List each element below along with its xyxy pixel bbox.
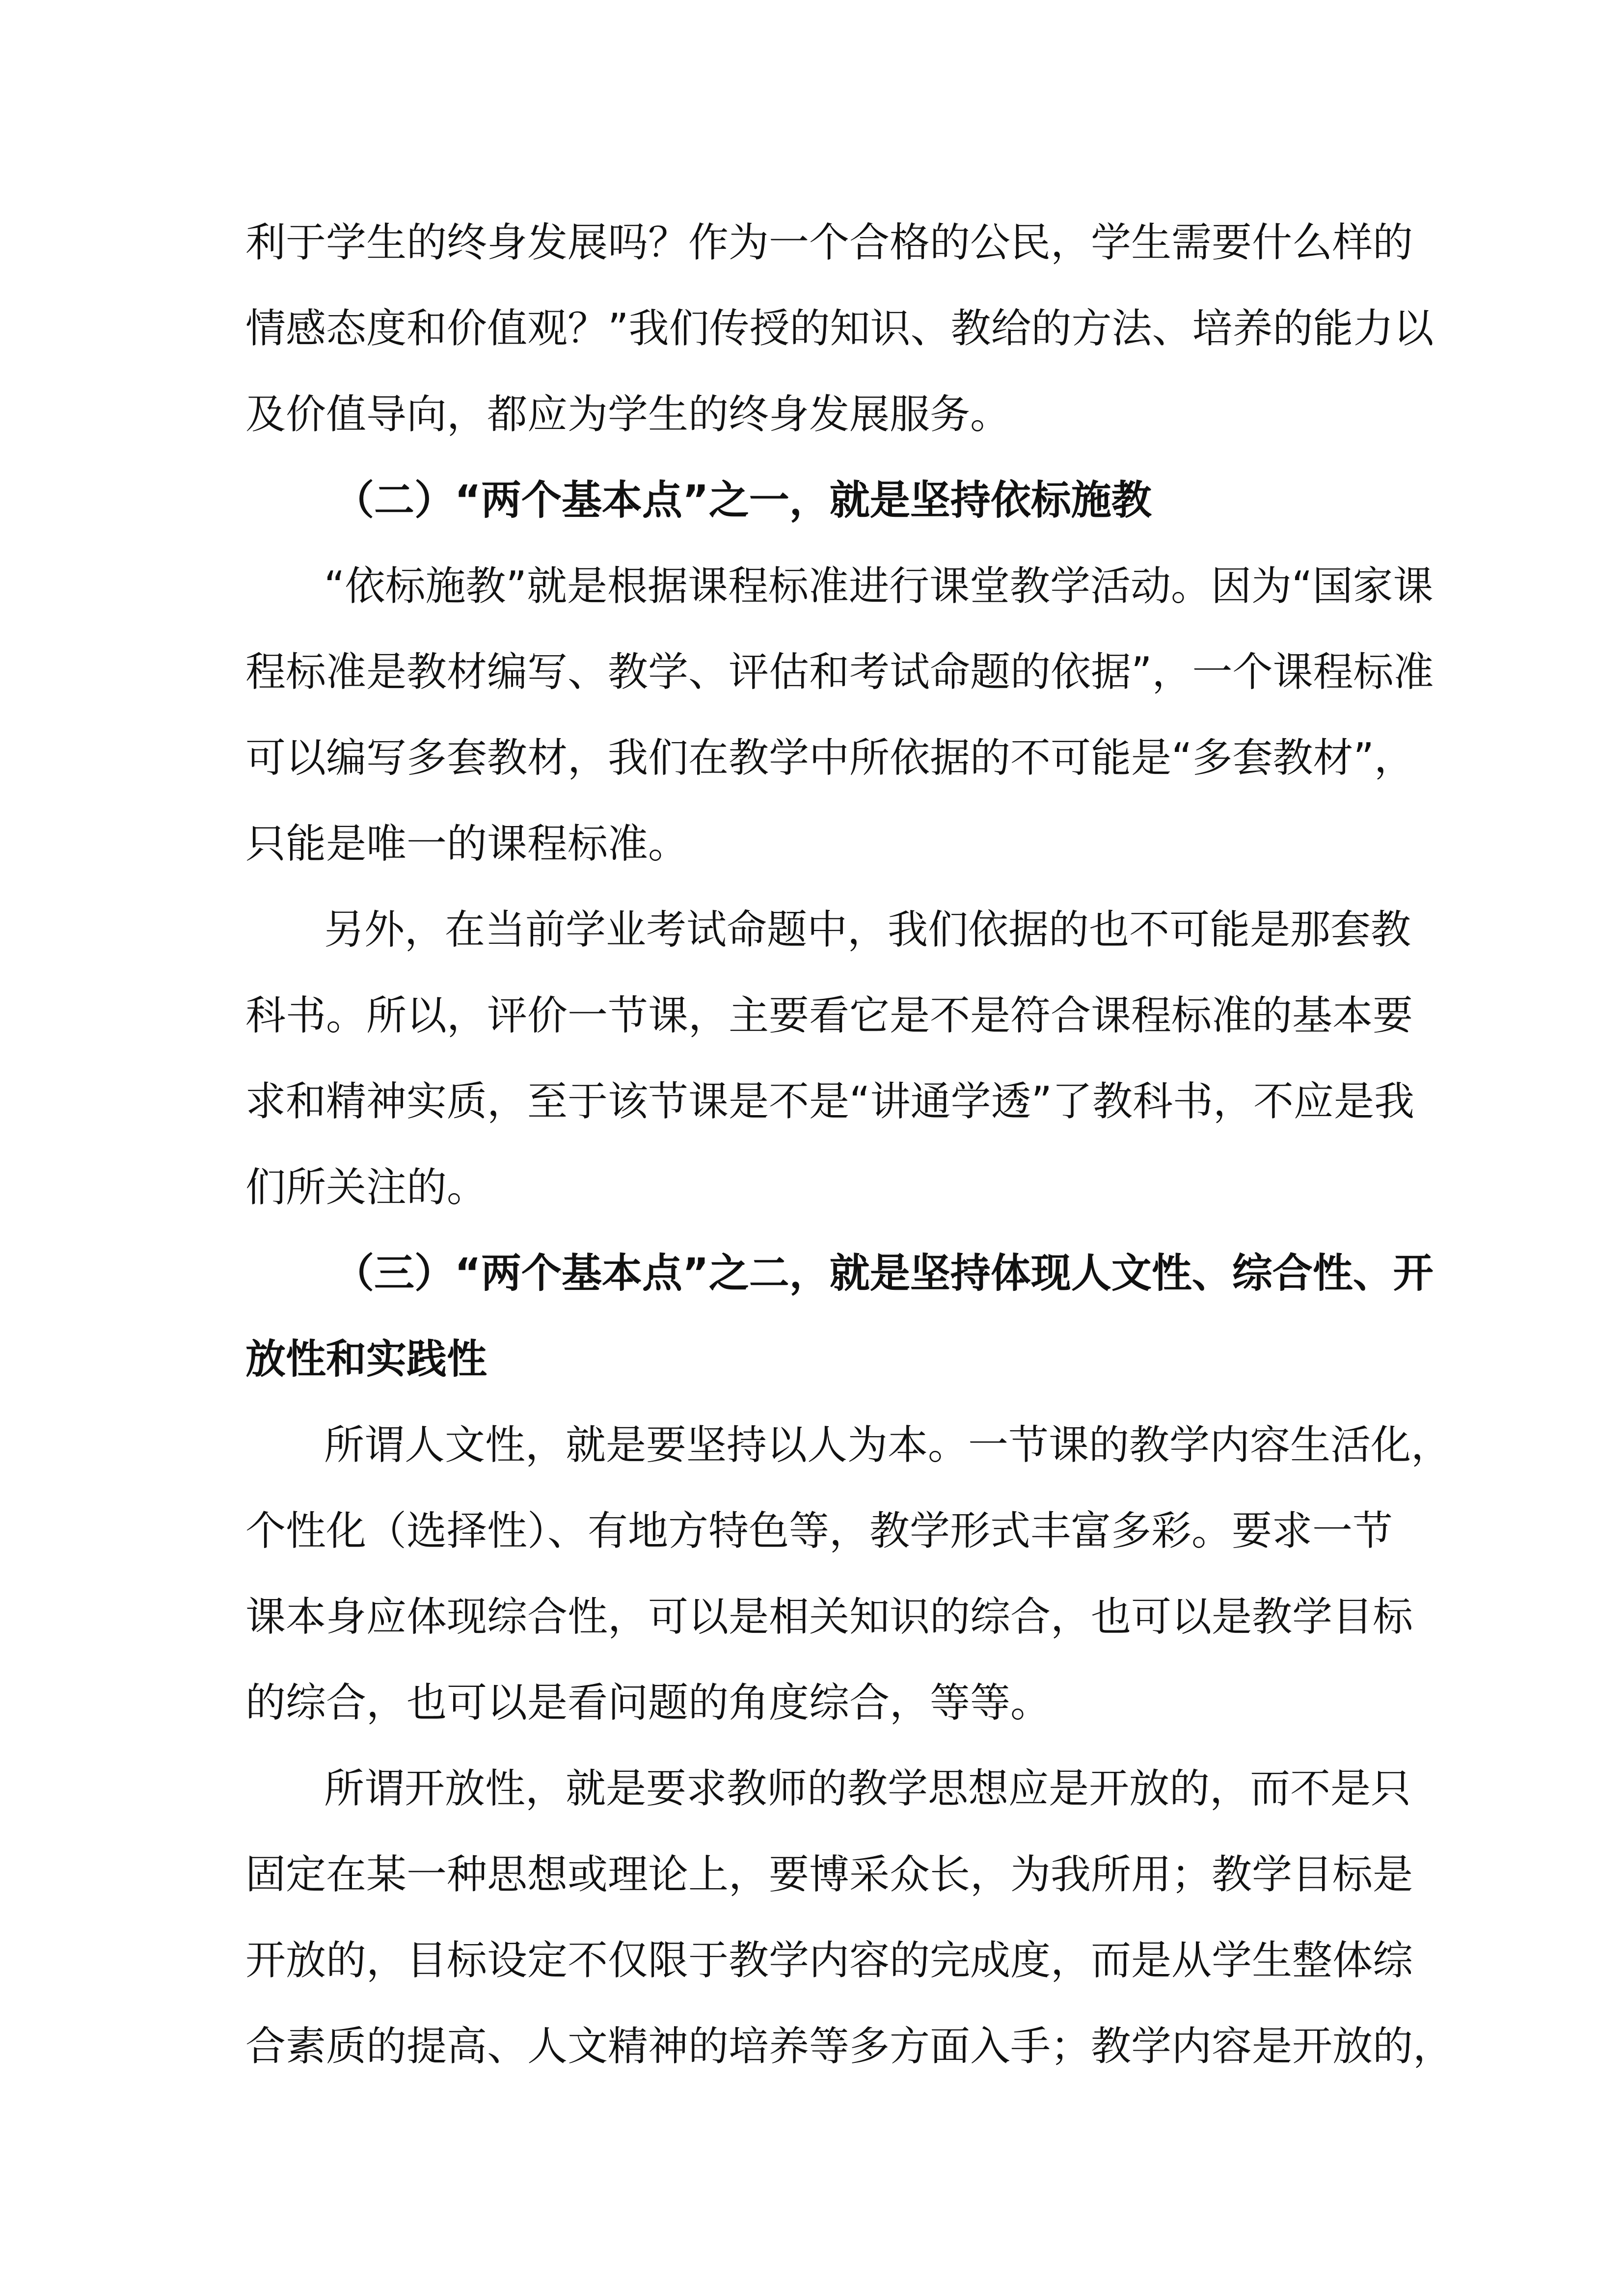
paragraph-first-line: “依标施教”就是根据课程标准进行课堂教学活动。因为“国家课	[324, 563, 1434, 610]
body-text-line: 的综合，也可以是看问题的角度综合，等等。	[245, 1680, 1051, 1726]
body-text-line: 情感态度和价值观？”我们传授的知识、教给的方法、培养的能力以	[245, 305, 1434, 352]
paragraph-first-line: 所谓人文性，就是要坚持以人为本。一节课的教学内容生活化，	[324, 1422, 1452, 1468]
paragraph-first-line: 另外，在当前学业考试命题中，我们依据的也不可能是那套教	[324, 907, 1411, 953]
body-text-line: 开放的，目标设定不仅限于教学内容的完成度，而是从学生整体综	[245, 1937, 1413, 1984]
body-text-line: 合素质的提高、人文精神的培养等多方面入手；教学内容是开放的，	[245, 2023, 1454, 2070]
body-text-line: 们所关注的。	[245, 1164, 487, 1211]
body-text-line: 固定在某一种思想或理论上，要博采众长，为我所用；教学目标是	[245, 1851, 1413, 1898]
body-text-line: 利于学生的终身发展吗？作为一个合格的公民，学生需要什么样的	[245, 219, 1413, 266]
paragraph-first-line: 所谓开放性，就是要求教师的教学思想应是开放的，而不是只	[324, 1765, 1411, 1812]
section-heading-continued: 放性和实践性	[245, 1336, 487, 1383]
section-heading: （三）“两个基本点”之二，就是坚持体现人文性、综合性、开	[334, 1250, 1434, 1297]
body-text-line: 程标准是教材编写、教学、评估和考试命题的依据”，一个课程标准	[245, 649, 1434, 695]
body-text-line: 个性化（选择性）、有地方特色等，教学形式丰富多彩。要求一节	[245, 1508, 1393, 1554]
body-text-line: 可以编写多套教材，我们在教学中所依据的不可能是“多套教材”，	[245, 735, 1414, 781]
body-text-line: 求和精神实质，至于该节课是不是“讲通学透”了教科书，不应是我	[245, 1078, 1414, 1125]
body-text-line: 课本身应体现综合性，可以是相关知识的综合，也可以是教学目标	[245, 1594, 1413, 1640]
body-text-line: 科书。所以，评价一节课，主要看它是不是符合课程标准的基本要	[245, 992, 1413, 1039]
section-heading: （二）“两个基本点”之一，就是坚持依标施教	[334, 477, 1152, 524]
body-text-line: 只能是唯一的课程标准。	[245, 821, 689, 867]
body-text-line: 及价值导向，都应为学生的终身发展服务。	[245, 391, 1011, 438]
